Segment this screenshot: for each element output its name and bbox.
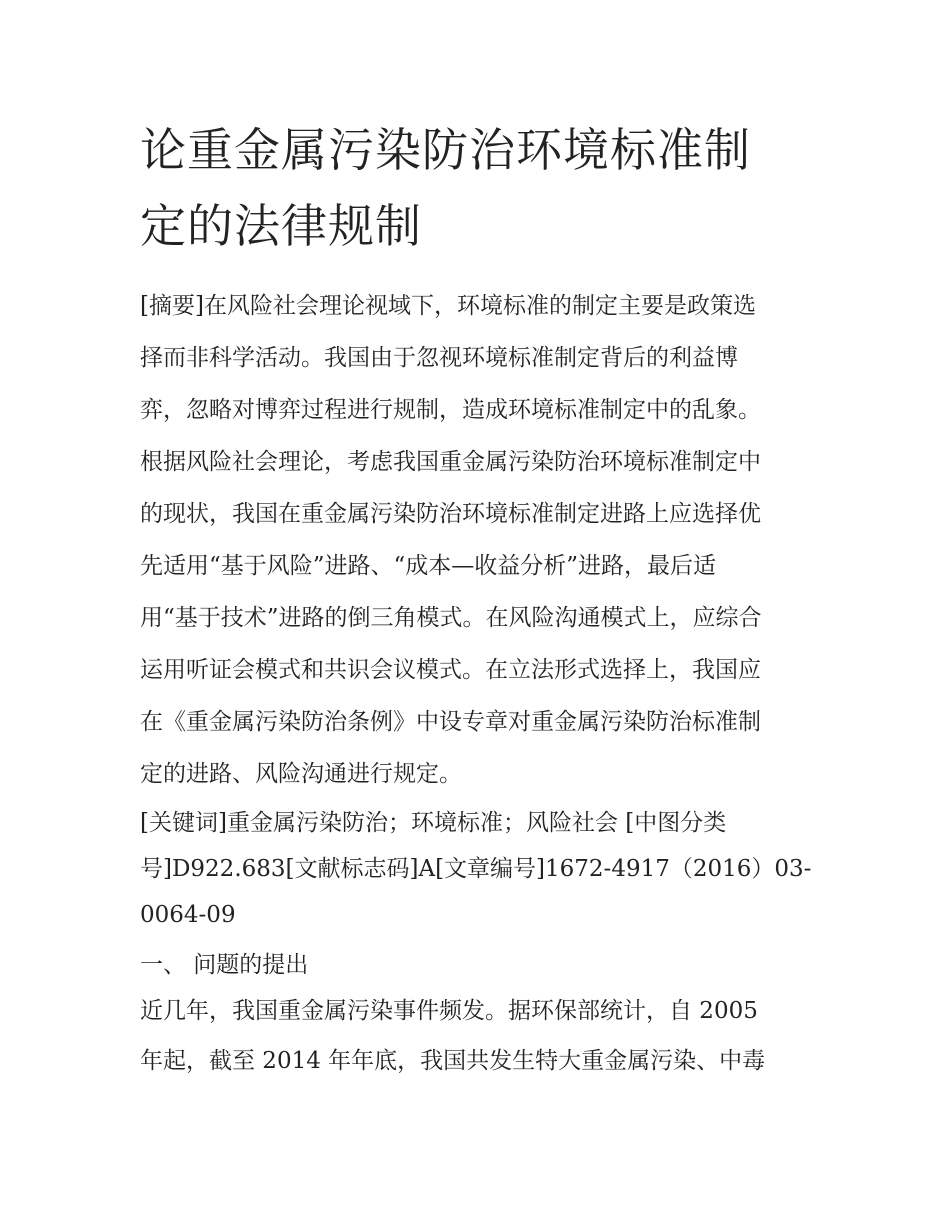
title-line: 论重金属污染防治环境标准制 bbox=[140, 123, 751, 177]
abstract-line: 先适用“基于风险”进路、“成本—收益分析”进路，最后适 bbox=[140, 553, 717, 579]
abstract-line: 弈，忽略对博弈过程进行规制，造成环境标准制定中的乱象。 bbox=[140, 397, 761, 423]
document-page bbox=[140, 112, 816, 1086]
body-text bbox=[140, 986, 816, 1086]
abstract-line: 用“基于技术”进路的倒三角模式。在风险沟通模式上，应综合 bbox=[140, 605, 762, 631]
section-heading: 一、 问题的提出 bbox=[140, 952, 309, 978]
abstract-line: 根据风险社会理论，考虑我国重金属污染防治环境标准制定中 bbox=[140, 449, 761, 475]
abstract-line: 运用听证会模式和共识会议模式。在立法形式选择上，我国应 bbox=[140, 657, 761, 683]
keywords bbox=[140, 800, 816, 938]
title-line: 定的法律规制 bbox=[140, 199, 422, 253]
keywords-line: 号]D922.683[文献标志码]A[文章编号]1672-4917（2016）03- bbox=[140, 856, 812, 882]
abstract-line: 在《重金属污染防治条例》中设专章对重金属污染防治标准制 bbox=[140, 709, 761, 735]
document-title bbox=[140, 112, 816, 264]
abstract-line: 定的进路、风险沟通进行规定。 bbox=[140, 761, 462, 787]
abstract bbox=[140, 280, 816, 800]
body-line: 近几年，我国重金属污染事件频发。据环保部统计，自 2005 bbox=[140, 998, 758, 1024]
abstract-line: [摘要]在风险社会理论视域下，环境标准的制定主要是政策选 bbox=[140, 293, 756, 319]
body-line: 年起，截至 2014 年年底，我国共发生特大重金属污染、中毒 bbox=[140, 1048, 766, 1074]
abstract-line: 的现状，我国在重金属污染防治环境标准制定进路上应选择优 bbox=[140, 501, 761, 527]
keywords-line: 0064-09 bbox=[140, 902, 236, 928]
abstract-line: 择而非科学活动。我国由于忽视环境标准制定背后的利益博 bbox=[140, 345, 738, 371]
keywords-line: [关键词]重金属污染防治；环境标准；风险社会 [中图分类 bbox=[140, 810, 727, 836]
